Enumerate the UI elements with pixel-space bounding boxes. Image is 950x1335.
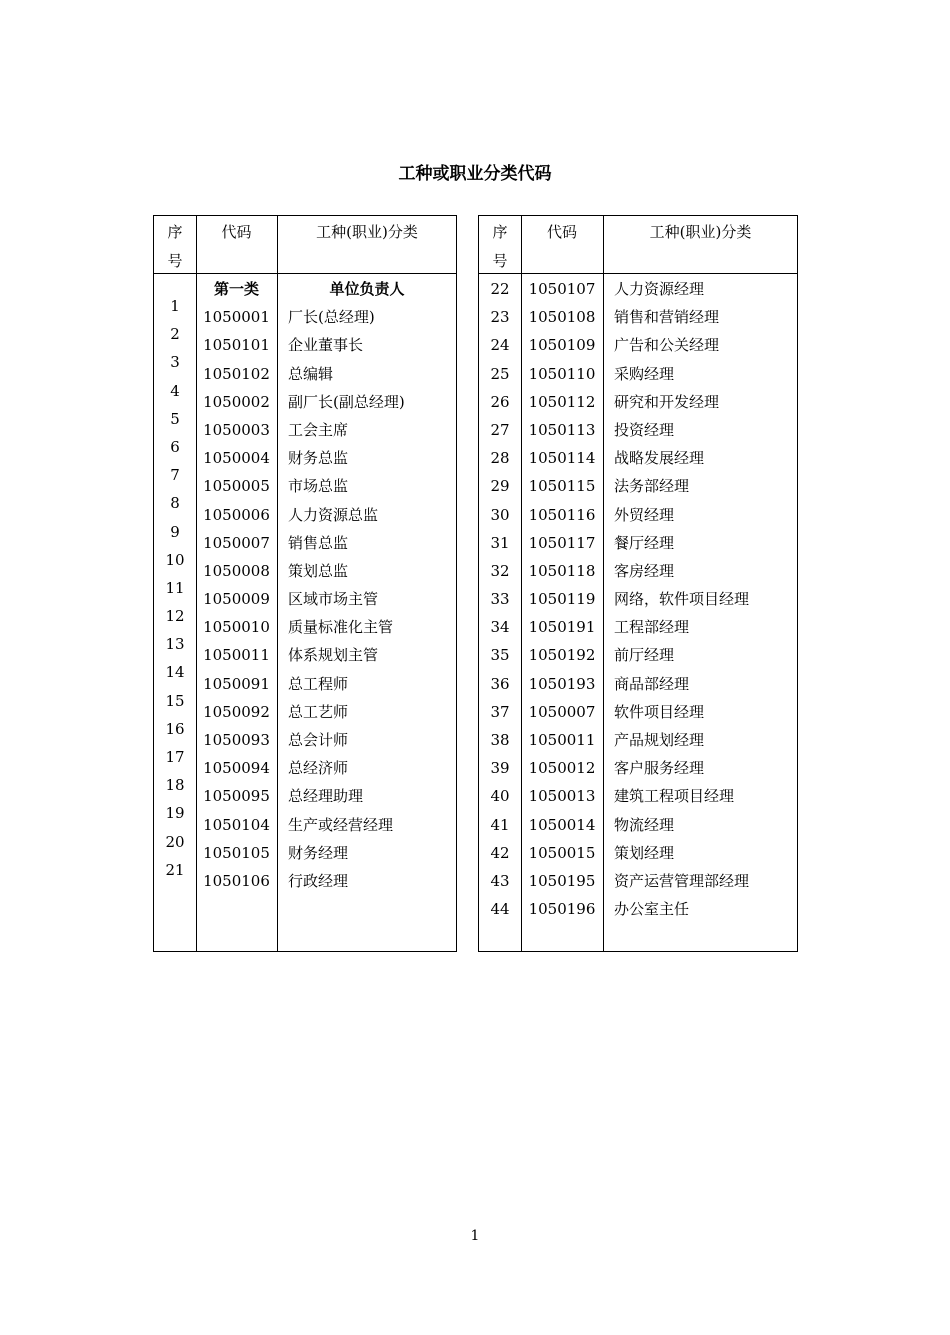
row-name: 资产运营管理部经理: [614, 871, 750, 890]
row-seq: 37: [490, 702, 510, 721]
row-name: 总经济师: [288, 759, 349, 778]
row-name: 策划总监: [288, 561, 349, 580]
row-seq: 11: [165, 578, 185, 597]
row-seq: 7: [170, 466, 180, 485]
right-code-column: [521, 275, 603, 923]
row-name: 总会计师: [288, 731, 349, 749]
row-name: 总工程师: [288, 674, 349, 693]
row-name: 副厂长(副总经理): [288, 392, 405, 411]
left-seq-column: [154, 292, 196, 884]
row-name: 生产或经营经理: [288, 815, 394, 834]
row-name: 研究和开发经理: [614, 392, 720, 411]
category-code-label: 第一类: [213, 280, 259, 298]
row-seq: 39: [490, 759, 510, 778]
row-seq: 31: [490, 533, 510, 552]
row-seq: 10: [165, 550, 185, 569]
row-seq: 38: [490, 731, 510, 749]
row-name: 质量标准化主管: [288, 618, 394, 637]
header-category: 工种(职业)分类: [649, 223, 752, 241]
row-seq: 12: [165, 607, 185, 626]
row-seq: 2: [170, 325, 180, 344]
row-name: 工会主席: [288, 420, 349, 439]
row-name: 销售总监: [288, 533, 349, 552]
row-name: 总工艺师: [288, 702, 349, 721]
row-seq: 17: [165, 748, 185, 766]
row-name: 工程部经理: [614, 618, 690, 637]
header-code: 代码: [546, 223, 577, 241]
row-code: 1050106: [203, 871, 270, 890]
row-name: 前厅经理: [614, 646, 675, 665]
row-code: 1050007: [528, 702, 596, 721]
row-name: 餐厅经理: [614, 533, 675, 552]
row-name: 总经理助理: [288, 787, 364, 806]
left-occupation-table: [153, 215, 457, 952]
row-code: 1050116: [528, 505, 596, 524]
row-name: 企业董事长: [288, 336, 364, 355]
row-seq: 6: [170, 437, 180, 456]
row-code: 1050093: [203, 731, 270, 749]
row-name: 商品部经理: [614, 674, 690, 693]
row-name: 总编辑: [288, 364, 334, 383]
row-seq: 15: [165, 691, 185, 710]
header-code: 代码: [221, 223, 252, 241]
row-name: 外贸经理: [614, 505, 675, 524]
row-seq: 27: [490, 420, 510, 439]
row-code: 1050008: [203, 561, 270, 580]
row-name: 物流经理: [614, 815, 675, 834]
row-name: 客户服务经理: [614, 759, 705, 778]
row-name: 采购经理: [614, 364, 675, 383]
row-name: 财务经理: [288, 843, 349, 862]
row-seq: 16: [165, 719, 185, 738]
row-code: 1050011: [203, 646, 270, 665]
row-code: 1050095: [203, 787, 270, 806]
row-name: 建筑工程项目经理: [614, 787, 735, 806]
row-code: 1050107: [528, 280, 596, 298]
row-code: 1050119: [528, 590, 596, 609]
row-name: 策划经理: [614, 843, 675, 862]
row-code: 1050092: [203, 702, 270, 721]
row-name: 人力资源经理: [614, 280, 705, 298]
row-seq: 40: [490, 787, 510, 806]
row-code: 1050010: [203, 618, 270, 637]
row-code: 1050114: [528, 449, 596, 468]
row-name: 广告和公关经理: [614, 336, 720, 355]
row-name: 市场总监: [288, 477, 349, 496]
row-code: 1050005: [203, 477, 270, 496]
right-name-column: [614, 275, 797, 923]
row-code: 1050109: [528, 336, 596, 355]
row-code: 1050012: [528, 759, 596, 778]
row-seq: 29: [490, 477, 510, 496]
row-name: 销售和营销经理: [614, 308, 720, 327]
row-name: 产品规划经理: [614, 731, 705, 749]
category-name-label: 单位负责人: [329, 280, 405, 298]
row-seq: 36: [490, 674, 510, 693]
row-name: 投资经理: [614, 420, 675, 439]
row-seq: 24: [490, 336, 510, 355]
row-seq: 18: [165, 776, 185, 795]
row-seq: 8: [170, 494, 180, 513]
row-seq: 35: [490, 646, 510, 665]
row-code: 1050009: [203, 590, 270, 609]
row-code: 1050003: [203, 420, 270, 439]
row-seq: 13: [165, 635, 185, 654]
row-name: 战略发展经理: [614, 449, 705, 468]
header-category: 工种(职业)分类: [316, 223, 418, 241]
row-seq: 19: [165, 804, 185, 823]
row-name: 行政经理: [288, 871, 349, 890]
row-seq: 32: [490, 561, 510, 580]
row-code: 1050007: [203, 533, 270, 552]
row-name: 厂长(总经理): [288, 308, 375, 327]
row-seq: 26: [490, 392, 510, 411]
row-name: 网络，软件项目经理: [614, 590, 750, 609]
row-name: 财务总监: [288, 449, 349, 468]
row-code: 1050014: [528, 815, 596, 834]
row-seq: 4: [170, 381, 180, 400]
row-seq: 30: [490, 505, 510, 524]
row-seq: 44: [490, 900, 510, 919]
row-seq: 43: [490, 871, 510, 890]
row-seq: 41: [490, 815, 510, 834]
row-code: 1050195: [528, 871, 596, 890]
row-seq: 23: [490, 308, 510, 327]
row-name: 人力资源总监: [288, 505, 379, 524]
row-code: 1050006: [203, 505, 270, 524]
row-name: 软件项目经理: [614, 702, 705, 721]
header-seq: 序 号: [492, 223, 508, 270]
row-name: 客房经理: [614, 561, 675, 580]
right-occupation-table: [478, 215, 798, 952]
row-name: 办公室主任: [614, 900, 690, 919]
row-seq: 42: [490, 843, 510, 862]
row-code: 1050094: [203, 759, 270, 778]
row-name: 区域市场主管: [288, 590, 379, 609]
row-seq: 34: [490, 618, 510, 637]
row-seq: 21: [165, 860, 185, 879]
row-seq: 33: [490, 590, 510, 609]
row-code: 1050102: [203, 364, 270, 383]
row-seq: 22: [490, 280, 510, 298]
row-code: 1050002: [203, 392, 270, 411]
row-code: 1050193: [528, 674, 596, 693]
row-code: 1050105: [203, 843, 270, 862]
row-code: 1050104: [203, 815, 270, 834]
row-code: 1050015: [528, 843, 596, 862]
row-code: 1050108: [528, 308, 596, 327]
row-code: 1050001: [203, 308, 270, 327]
row-name: 法务部经理: [614, 477, 690, 496]
row-code: 1050101: [203, 336, 270, 355]
row-code: 1050191: [528, 618, 596, 637]
page-number: 1: [470, 1228, 480, 1244]
row-code: 1050118: [528, 561, 596, 580]
row-code: 1050091: [203, 674, 270, 693]
row-code: 1050115: [528, 477, 596, 496]
row-code: 1050013: [528, 787, 596, 806]
row-code: 1050196: [528, 900, 596, 919]
row-code: 1050004: [203, 449, 270, 468]
row-seq: 5: [170, 409, 180, 428]
row-seq: 9: [170, 522, 180, 541]
row-seq: 20: [165, 832, 185, 851]
row-seq: 25: [490, 364, 510, 383]
row-seq: 1: [170, 297, 180, 315]
row-code: 1050192: [528, 646, 596, 665]
row-code: 1050110: [528, 364, 596, 383]
row-code: 1050117: [528, 533, 596, 552]
document-title: 工种或职业分类代码: [398, 164, 552, 184]
left-name-column: [288, 275, 456, 890]
row-seq: 28: [490, 449, 510, 468]
row-code: 1050112: [528, 392, 596, 411]
row-code: 1050011: [528, 731, 596, 749]
row-seq: 14: [165, 663, 185, 682]
row-name: 体系规划主管: [288, 646, 379, 665]
row-seq: 3: [170, 353, 180, 372]
right-seq-column: [479, 275, 521, 923]
header-seq: 序 号: [167, 223, 183, 270]
left-code-column: [196, 275, 277, 890]
row-code: 1050113: [528, 420, 596, 439]
